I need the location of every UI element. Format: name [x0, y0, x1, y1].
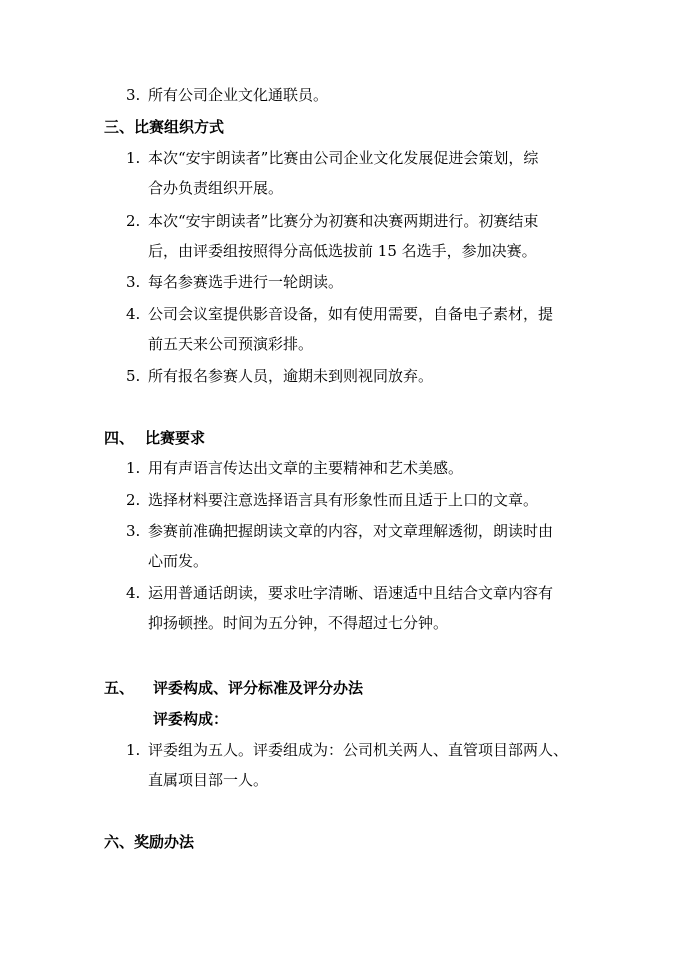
list-item-text: 公司会议室提供影音设备，如有使用需要，自备电子素材，提	[148, 305, 554, 323]
list-number: 1.	[126, 149, 141, 167]
list-item-text: 抑扬顿挫。时间为五分钟，不得超过七分钟。	[148, 614, 449, 632]
section-heading-5-number: 五、	[104, 679, 135, 697]
list-item-text: 本次“安宇朗读者”比赛分为初赛和决赛两期进行。初赛结束	[148, 212, 539, 230]
list-number: 4.	[126, 305, 141, 323]
list-item-text: 运用普通话朗读，要求吐字清晰、语速适中且结合文章内容有	[148, 584, 554, 602]
list-item-text: 合办负责组织开展。	[148, 179, 284, 197]
list-number: 3.	[126, 522, 141, 540]
section-heading-5: 评委构成、评分标准及评分办法	[153, 679, 364, 697]
list-item-text: 参赛前准确把握朗读文章的内容，对文章理解透彻，朗读时由	[148, 522, 554, 540]
list-number: 1.	[126, 459, 141, 477]
section-heading-4-number: 四、	[104, 429, 135, 447]
list-item-text: 本次“安宇朗读者”比赛由公司企业文化发展促进会策划，综	[148, 149, 539, 167]
list-number: 5.	[126, 367, 141, 385]
list-number: 2.	[126, 212, 141, 230]
list-item-text: 后，由评委组按照得分高低选拔前 15 名选手，参加决赛。	[148, 242, 537, 260]
list-item-text: 前五天来公司预演彩排。	[148, 335, 314, 353]
list-item-text: 所有公司企业文化通联员。	[148, 86, 329, 104]
list-item-text: 心而发。	[148, 552, 209, 570]
list-number: 4.	[126, 584, 141, 602]
list-number: 1.	[126, 741, 141, 759]
list-number: 2.	[126, 491, 141, 509]
list-item-text: 选择材料要注意选择语言具有形象性而且适于上口的文章。	[148, 491, 539, 509]
list-item-text: 每名参赛选手进行一轮朗读。	[148, 273, 344, 291]
list-item-text: 用有声语言传达出文章的主要精神和艺术美感。	[148, 459, 464, 477]
list-number: 3.	[126, 86, 141, 104]
section-heading-6: 六、奖励办法	[104, 833, 195, 851]
section-subheading: 评委构成：	[153, 710, 229, 728]
section-heading-4: 比赛要求	[145, 429, 206, 447]
list-item-text: 直属项目部一人。	[148, 771, 269, 789]
section-heading-3: 三、比赛组织方式	[104, 118, 225, 136]
list-item-text: 评委组为五人。评委组成为：公司机关两人、直管项目部两人、	[148, 741, 569, 759]
list-item-text: 所有报名参赛人员，逾期未到则视同放弃。	[148, 367, 434, 385]
list-number: 3.	[126, 273, 141, 291]
